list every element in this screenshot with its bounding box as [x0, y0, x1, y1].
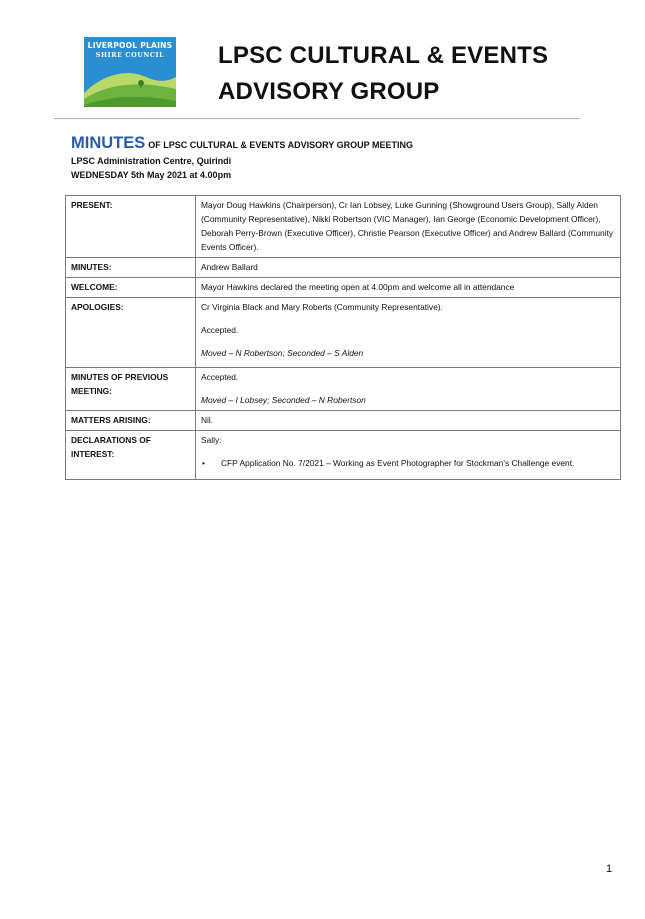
welcome-value: Mayor Hawkins declared the meeting open at 4.00pm and welcome all in attendance [196, 278, 621, 298]
title-line2: ADVISORY GROUP [218, 78, 440, 105]
council-logo [84, 37, 176, 107]
previous-accepted: Accepted. [201, 372, 239, 382]
minutes-label: MINUTES: [66, 258, 196, 278]
table-row-previous-minutes [66, 368, 621, 411]
apologies-accepted: Accepted. [201, 325, 239, 335]
title-line1: LPSC CULTURAL & EVENTS [218, 42, 549, 69]
matters-arising-value: Nil. [196, 411, 621, 431]
minutes-value: Andrew Ballard [196, 258, 621, 278]
apologies-label: APOLOGIES: [66, 298, 196, 368]
declarations-label: DECLARATIONS OF INTEREST: [66, 431, 196, 480]
bullet-icon: • [202, 458, 205, 468]
logo-text-line2: SHIRE COUNCIL [95, 51, 165, 59]
meeting-location: LPSC Administration Centre, Quirindi [71, 156, 232, 166]
previous-moved: Moved – I Lobsey; Seconded – N Robertson [201, 395, 366, 405]
minutes-heading [71, 134, 413, 153]
page-number: 1 [606, 863, 613, 875]
minutes-table [65, 195, 621, 480]
present-value: Mayor Doug Hawkins (Chairperson), Cr Ian Lobsey, Luke Gunning (Showground Users Group), Sally Alden (Community Representative), Nikki Robertson (VIC Manager), Ian George (Economic Development Officer), Deborah Perry-Brown (Executive Officer), Christie Pearson (Executive Officer) and Andrew Ballard (Community Events Officer). [196, 196, 621, 258]
list-item [201, 456, 615, 470]
minutes-heading-rest: OF LPSC CULTURAL & EVENTS ADVISORY GROUP MEETING [148, 140, 413, 150]
meeting-datetime: WEDNESDAY 5th May 2021 at 4.00pm [71, 170, 232, 180]
previous-minutes-cell [196, 368, 621, 411]
previous-minutes-label: MINUTES OF PREVIOUS MEETING: [66, 368, 196, 411]
apologies-moved: Moved – N Robertson; Seconded – S Alden [201, 348, 364, 358]
declarations-item: CFP Application No. 7/2021 – Working as Event Photographer for Stockman’s Challenge event. [221, 458, 575, 468]
apologies-cell [196, 298, 621, 368]
present-label: PRESENT: [66, 196, 196, 258]
welcome-label: WELCOME: [66, 278, 196, 298]
matters-arising-label: MATTERS ARISING: [66, 411, 196, 431]
table-row-apologies [66, 298, 621, 368]
table-row-declarations [66, 431, 621, 480]
apologies-value: Cr Virginia Black and Mary Roberts (Community Representative). [201, 302, 443, 312]
header-divider [54, 118, 580, 119]
logo-text-line1: LIVERPOOL PLAINS [87, 41, 173, 50]
declarations-intro: Sally: [201, 435, 222, 445]
minutes-heading-word: MINUTES [71, 134, 146, 152]
hills-icon [84, 63, 176, 107]
page-title [218, 38, 548, 110]
table-row-matters-arising [66, 411, 621, 431]
declarations-cell [196, 431, 621, 480]
table-row-present [66, 196, 621, 258]
table-row-minutes [66, 258, 621, 278]
table-row-welcome [66, 278, 621, 298]
